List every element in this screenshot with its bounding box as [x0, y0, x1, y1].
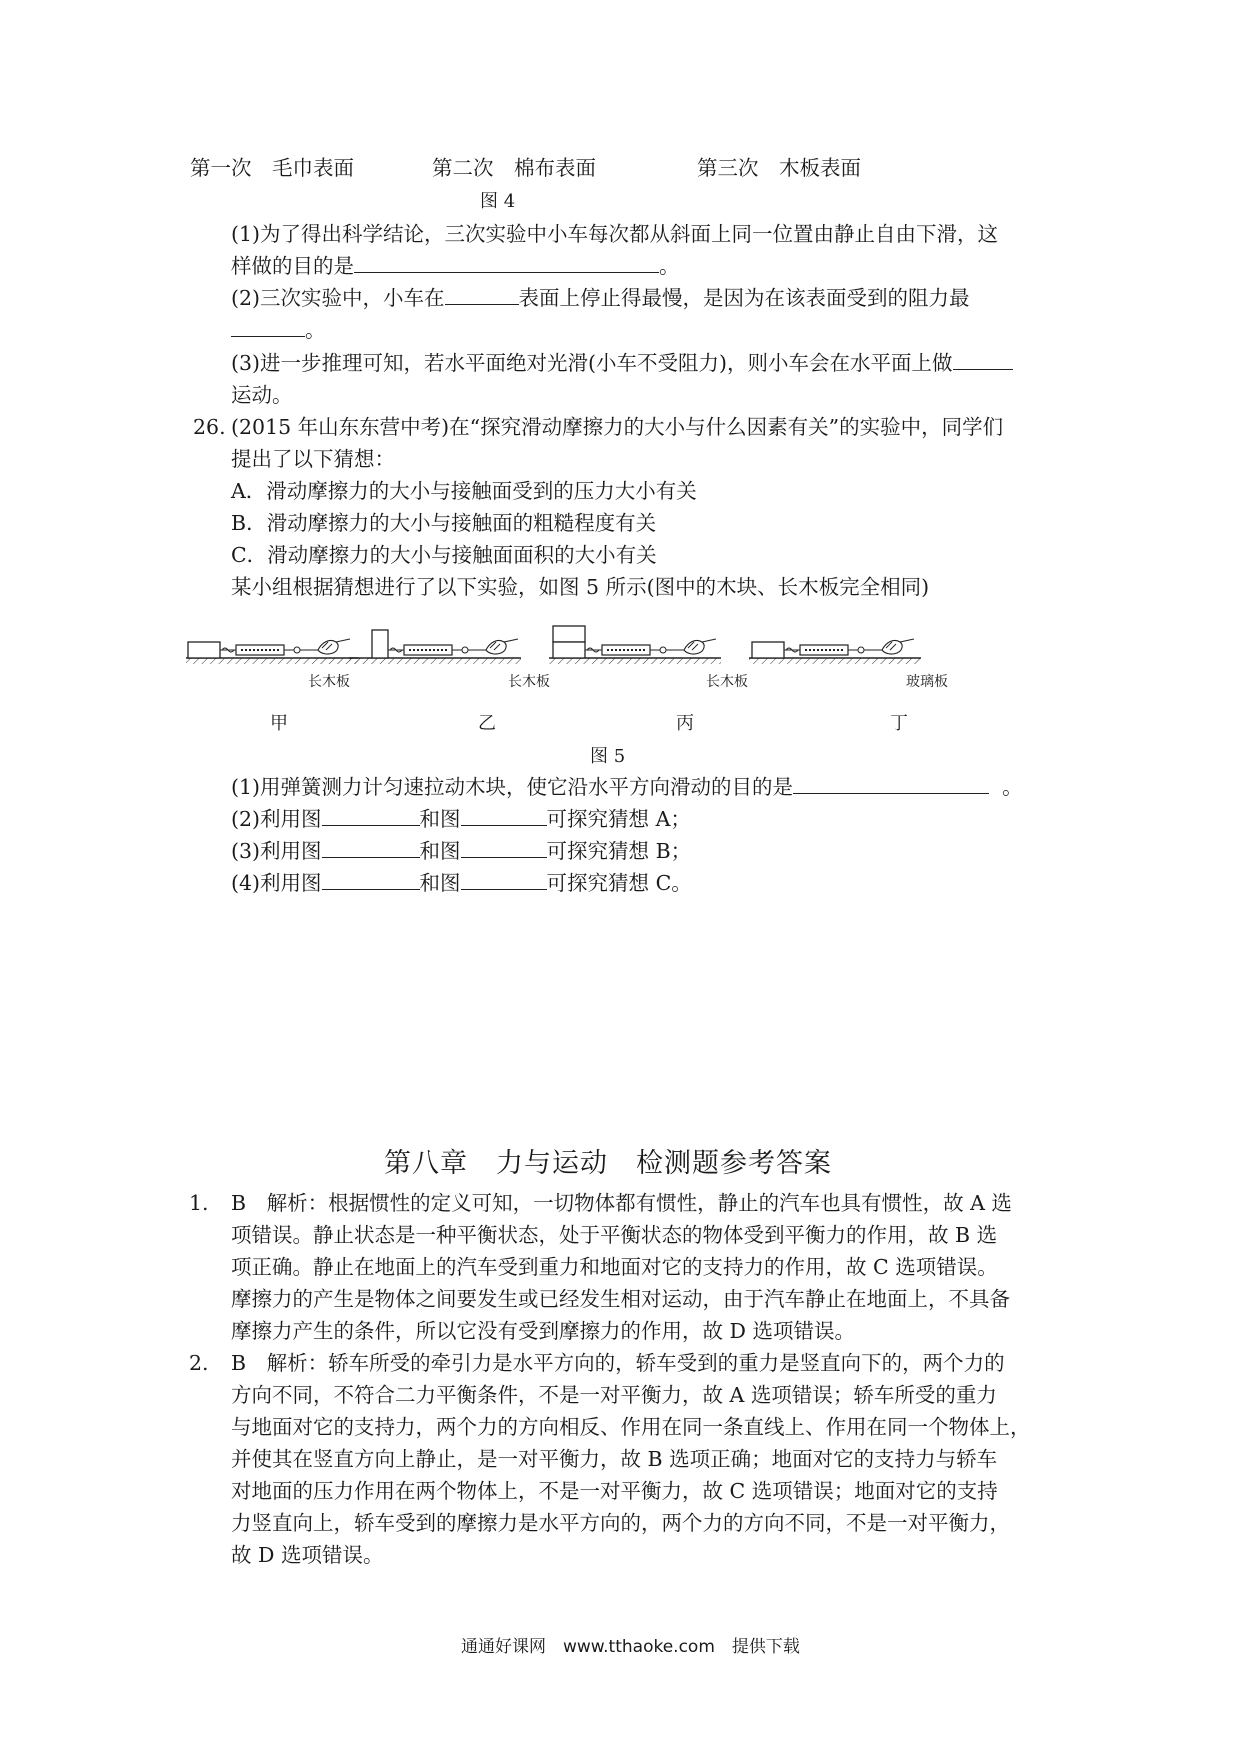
answers-title: 第八章 力与运动 检测题参考答案: [384, 1148, 832, 1179]
q26-sub3-suffix: 可探究猜想 B；: [546, 839, 692, 863]
q25-part2-text-a: (2)三次实验中，小车在: [231, 286, 445, 310]
q26-intro-line2: 提出了以下猜想：: [231, 447, 395, 471]
q26-guess-b: B．滑动摩擦力的大小与接触面的粗糙程度有关: [231, 511, 657, 535]
answer-blank: [231, 316, 305, 337]
q25-part3-line2: 运动。: [231, 383, 293, 407]
q26-sub4-suffix: 可探究猜想 C。: [546, 871, 692, 895]
fig4-label-1: 第一次 毛巾表面: [190, 156, 354, 180]
fig5-name-bing: 丙: [676, 713, 694, 734]
answer-1-line: 项正确。静止在地面上的汽车受到重力和地面对它的支持力的作用，故 C 选项错误。: [231, 1255, 998, 1279]
answer-1-number: 1.: [189, 1191, 209, 1215]
q25-part2-text-b: 表面上停止得最慢，是因为在该表面受到的阻力最: [518, 286, 970, 310]
fig4-label-3: 第三次 木板表面: [697, 156, 861, 180]
q26-lead: 某小组根据猜想进行了以下实验，如图 5 所示(图中的木块、长木板完全相同): [231, 575, 930, 599]
answer-blank: [793, 773, 989, 794]
board-label-yi: 长木板: [508, 674, 550, 690]
fig4-label-2: 第二次 棉布表面: [432, 156, 596, 180]
board-label-jia: 长木板: [308, 674, 350, 690]
fig4-caption: 图 4: [480, 191, 516, 212]
answer-2-line: 方向不同，不符合二力平衡条件，不是一对平衡力，故 A 选项错误；轿车所受的重力: [231, 1383, 997, 1407]
experiment-jia: [186, 639, 358, 664]
q26-sub1-text: (1)用弹簧测力计匀速拉动木块，使它沿水平方向滑动的目的是: [231, 775, 794, 799]
q26-sub4-prefix: (4)利用图: [231, 871, 322, 895]
q26-sub3-and: 和图: [419, 839, 461, 863]
q26-sub4: [231, 867, 692, 899]
answer-blank: [322, 805, 420, 826]
q26-intro-line1: (2015 年山东东营中考)在“探究滑动摩擦力的大小与什么因素有关”的实验中，同学们: [231, 415, 1004, 439]
q26-guess-c: C．滑动摩擦力的大小与接触面面积的大小有关: [231, 543, 657, 567]
q26-sub3: [231, 835, 691, 867]
answer-blank: [322, 837, 420, 858]
answer-2-number: 2.: [189, 1351, 209, 1375]
q26-sub2-suffix: 可探究猜想 A；: [546, 807, 691, 831]
answer-1-line: 摩擦力产生的条件，所以它没有受到摩擦力的作用，故 D 选项错误。: [231, 1319, 855, 1343]
answer-blank: [445, 284, 519, 305]
answer-2-line: B 解析：轿车所受的牵引力是水平方向的，轿车受到的重力是竖直向下的，两个力的: [231, 1351, 1005, 1375]
fig5-name-ding: 丁: [890, 713, 908, 734]
answer-blank: [953, 349, 1013, 370]
board-label-ding: 玻璃板: [906, 674, 948, 690]
answer-2-line: 对地面的压力作用在两个物体上，不是一对平衡力，故 C 选项错误；地面对它的支持: [231, 1479, 998, 1503]
answer-2-line: 力竖直向上，轿车受到的摩擦力是水平方向的，两个力的方向不同，不是一对平衡力，: [231, 1511, 1010, 1535]
q26-sub1: [231, 771, 1023, 803]
fig5-caption: 图 5: [590, 746, 626, 767]
q25-part3-line1: [231, 347, 1013, 379]
q25-part2-end: 。: [305, 318, 326, 342]
q26-number: 26.: [193, 415, 226, 439]
answer-blank: [461, 805, 547, 826]
q26-sub1-end: 。: [1002, 775, 1023, 799]
answer-blank: [322, 869, 420, 890]
answer-blank: [354, 252, 659, 273]
q25-part1-line2: [231, 250, 680, 282]
answer-2-line: 与地面对它的支持力，两个力的方向相反、作用在同一条直线上、作用在同一个物体上，: [231, 1415, 1031, 1439]
experiment-ding: [749, 639, 921, 664]
answer-1-line: 摩擦力的产生是物体之间要发生或已经发生相对运动，由于汽车静止在地面上，不具备: [231, 1287, 1010, 1311]
experiment-bing: [549, 626, 721, 664]
q26-sub2-prefix: (2)利用图: [231, 807, 322, 831]
q26-sub2: [231, 803, 691, 835]
q25-part1-text: 样做的目的是: [231, 254, 354, 278]
q26-guess-a: A．滑动摩擦力的大小与接触面受到的压力大小有关: [231, 479, 697, 503]
page-footer: 通通好课网 www.tthaoke.com 提供下载: [461, 1637, 800, 1657]
q25-part2-line2: [231, 314, 326, 346]
q26-sub3-prefix: (3)利用图: [231, 839, 322, 863]
answer-2-line: 并使其在竖直方向上静止，是一对平衡力，故 B 选项正确；地面对它的支持力与轿车: [231, 1447, 998, 1471]
answer-blank: [461, 869, 547, 890]
q25-part1-end: 。: [659, 254, 680, 278]
answer-blank: [461, 837, 547, 858]
experiment-yi: [349, 630, 521, 664]
fig5-name-jia: 甲: [270, 713, 288, 734]
q25-part2-line1: [231, 282, 970, 314]
q26-sub2-and: 和图: [419, 807, 461, 831]
q26-sub4-and: 和图: [419, 871, 461, 895]
board-label-bing: 长木板: [706, 674, 748, 690]
answer-2-line: 故 D 选项错误。: [231, 1543, 384, 1567]
q25-part1-line1: (1)为了得出科学结论，三次实验中小车每次都从斜面上同一位置由静止自由下滑，这: [231, 222, 999, 246]
q25-part3-text: (3)进一步推理可知，若水平面绝对光滑(小车不受阻力)，则小车会在水平面上做: [231, 351, 953, 375]
answer-1-line: 项错误。静止状态是一种平衡状态，处于平衡状态的物体受到平衡力的作用，故 B 选: [231, 1223, 998, 1247]
fig5-name-yi: 乙: [478, 713, 496, 734]
answer-1-line: B 解析：根据惯性的定义可知，一切物体都有惯性，静止的汽车也具有惯性，故 A 选: [231, 1191, 1012, 1215]
